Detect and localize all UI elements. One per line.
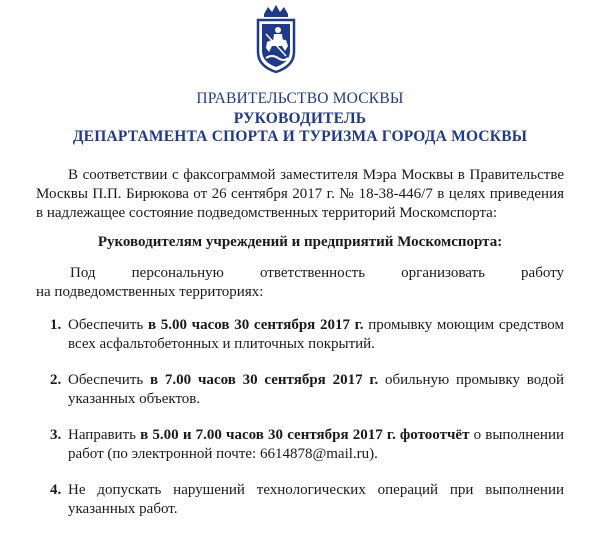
item-text: Не допускать нарушений технологических операций при выполнении указанных работ. xyxy=(68,482,564,517)
task-statement xyxy=(36,264,564,302)
task-word: организовать xyxy=(401,265,485,281)
instruction-item xyxy=(50,481,564,519)
item-text: о выполнении работ (по электронной почте: 6614878@mail.ru). xyxy=(68,427,564,462)
item-bold-text: в 5.00 и 7.00 часов 30 сентября 2017 г. фотоотчёт xyxy=(140,427,470,443)
org-name-line-3: ДЕПАРТАМЕНТА СПОРТА И ТУРИЗМА ГОРОДА МОСКВЫ xyxy=(72,128,528,145)
instruction-item xyxy=(50,371,564,409)
instruction-item xyxy=(50,316,564,354)
task-word: персональную xyxy=(131,265,224,281)
item-bold-text: в 5.00 часов 30 сентября 2017 г. xyxy=(147,317,364,333)
intro-paragraph: В соответствии с факсограммой заместителя Мэра Москвы в Правительстве Москвы П.П. Бирюкова от 26 сентября 2017 г. № 18-38-446/7 в целях приведения в надлежащее состояние подведомственных территорий Москомспорта: xyxy=(36,167,564,221)
item-number: 2. xyxy=(50,372,62,388)
org-name-line-2: РУКОВОДИТЕЛЬ xyxy=(233,110,367,127)
task-word: ответственность xyxy=(259,265,366,281)
instruction-item xyxy=(50,426,564,464)
task-statement-continuation: на подведомственных территориях: xyxy=(36,284,264,300)
item-bold-text: в 7.00 часов 30 сентября 2017 г. xyxy=(150,372,379,388)
instruction-list xyxy=(50,316,564,536)
task-statement-first-line xyxy=(36,264,564,283)
item-text: Обеспечить xyxy=(68,317,148,333)
item-text: Обеспечить xyxy=(68,372,151,388)
item-number: 3. xyxy=(50,427,62,443)
addressee-line: Руководителям учреждений и предприятий Москомспорта: xyxy=(97,234,503,250)
item-number: 4. xyxy=(50,482,62,498)
moscow-coat-of-arms-icon xyxy=(252,4,300,74)
item-text: Направить xyxy=(68,427,141,443)
item-number: 1. xyxy=(50,317,62,333)
item-text: промывку моющим средством всех асфальтобетонных и плиточных покрытий. xyxy=(68,317,565,352)
task-word: работу xyxy=(521,265,564,281)
task-word: Под xyxy=(70,265,96,281)
org-name-line-1: ПРАВИТЕЛЬСТВО МОСКВЫ xyxy=(196,90,404,107)
item-text: обильную промывку водой указанных объектов. xyxy=(68,372,565,407)
